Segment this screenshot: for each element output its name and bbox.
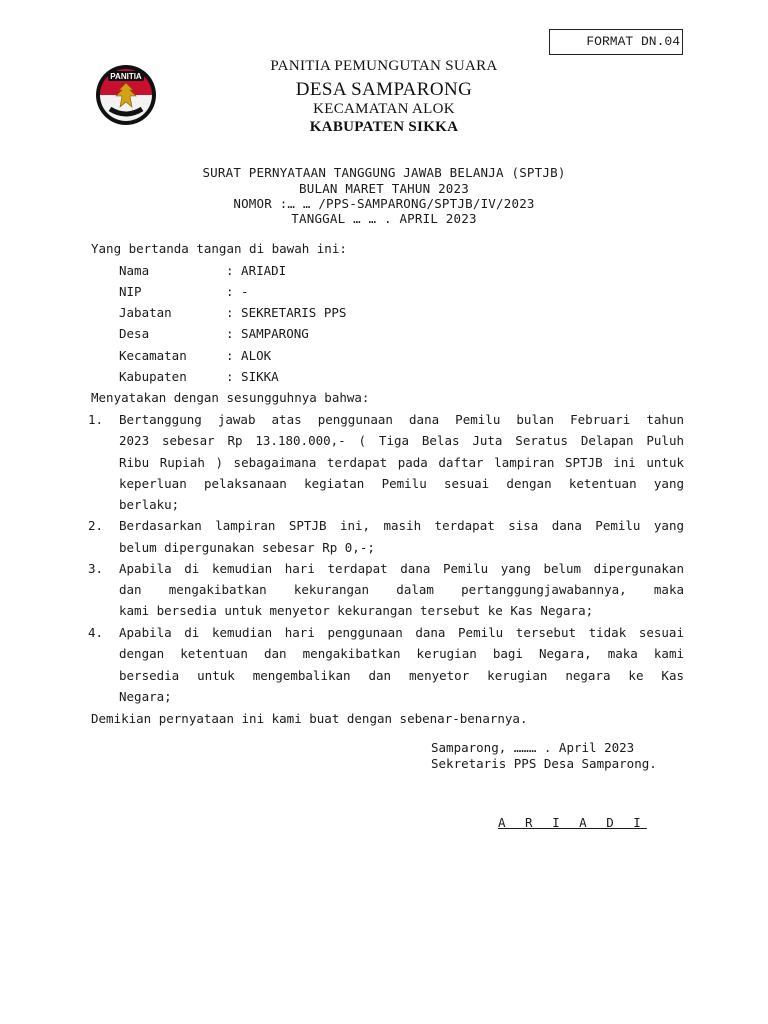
item-1-line: keperluan pelaksanaan kegiatan Pemilu sesuai dengan ketentuan yang (119, 476, 684, 491)
item-4-line: bersedia untuk mengembalikan dan menyetor kerugian negara ke Kas (119, 668, 684, 683)
field-value-kecamatan: : ALOK (226, 348, 272, 363)
field-label-kabupaten: Kabupaten (119, 369, 187, 384)
field-label-jabatan: Jabatan (119, 305, 172, 320)
signature-name: A R I A D I (498, 815, 647, 830)
item-number: 4. (88, 625, 104, 640)
item-1-line: Ribu Rupiah ) sebagaimana terdapat pada daftar lampiran SPTJB ini untuk (119, 455, 684, 470)
field-label-nama: Nama (119, 263, 150, 278)
item-4-line: Negara; (119, 689, 172, 704)
field-value-desa: : SAMPARONG (226, 326, 309, 341)
item-1-line: 2023 sebesar Rp 13.180.000,- ( Tiga Belas Juta Seratus Delapan Puluh (119, 433, 684, 448)
statement-intro: Menyatakan dengan sesungguhnya bahwa: (91, 390, 370, 405)
village-name: DESA SAMPARONG (295, 79, 473, 100)
district-name: KECAMATAN ALOK (313, 101, 455, 117)
field-value-nip: : - (226, 284, 249, 299)
document-period: BULAN MARET TAHUN 2023 (299, 181, 469, 196)
field-value-kabupaten: : SIKKA (226, 369, 279, 384)
item-4-line: Apabila di kemudian hari penggunaan dana Pemilu tersebut tidak sesuai (119, 625, 684, 640)
field-label-desa: Desa (119, 326, 150, 341)
field-label-kecamatan: Kecamatan (119, 348, 187, 363)
field-value-nama: : ARIADI (226, 263, 287, 278)
signature-place-date: Samparong, ……… . April 2023 (431, 740, 635, 755)
regency-name: KABUPATEN SIKKA (309, 119, 459, 135)
document-title: SURAT PERNYATAAN TANGGUNG JAWAB BELANJA (SPTJB) (202, 165, 566, 180)
item-number: 2. (88, 518, 104, 533)
field-value-jabatan: : SEKRETARIS PPS (226, 305, 347, 320)
logo-top-text: PANITIA (110, 72, 142, 81)
committee-name: PANITIA PEMUNGUTAN SUARA (270, 58, 498, 74)
intro-text: Yang bertanda tangan di bawah ini: (91, 241, 347, 256)
signature-position: Sekretaris PPS Desa Samparong. (431, 756, 657, 771)
item-number: 1. (88, 412, 104, 427)
item-1-line: berlaku; (119, 497, 180, 512)
document-date: TANGGAL … … . APRIL 2023 (291, 211, 477, 226)
item-4-line: dengan ketentuan dan mengakibatkan kerugian bagi Negara, maka kami (119, 646, 684, 661)
item-3-line: kami bersedia untuk menyetor kekurangan tersebut ke Kas Negara; (119, 603, 594, 618)
field-label-nip: NIP (119, 284, 142, 299)
item-2-line: Berdasarkan lampiran SPTJB ini, masih terdapat sisa dana Pemilu yang (119, 518, 684, 533)
closing-text: Demikian pernyataan ini kami buat dengan sebenar-benarnya. (91, 711, 528, 726)
item-2-line: belum dipergunakan sebesar Rp 0,-; (119, 540, 375, 555)
format-label: FORMAT DN.04 (549, 29, 683, 55)
document-number: NOMOR :… … /PPS-SAMPARONG/SPTJB/IV/2023 (233, 196, 535, 211)
item-number: 3. (88, 561, 104, 576)
item-3-line: dan mengakibatkan kekurangan dalam pertanggungjawabannya, maka (119, 582, 684, 597)
item-1-line: Bertanggung jawab atas penggunaan dana Pemilu bulan Februari tahun (119, 412, 684, 427)
item-3-line: Apabila di kemudian hari terdapat dana Pemilu yang belum dipergunakan (119, 561, 684, 576)
